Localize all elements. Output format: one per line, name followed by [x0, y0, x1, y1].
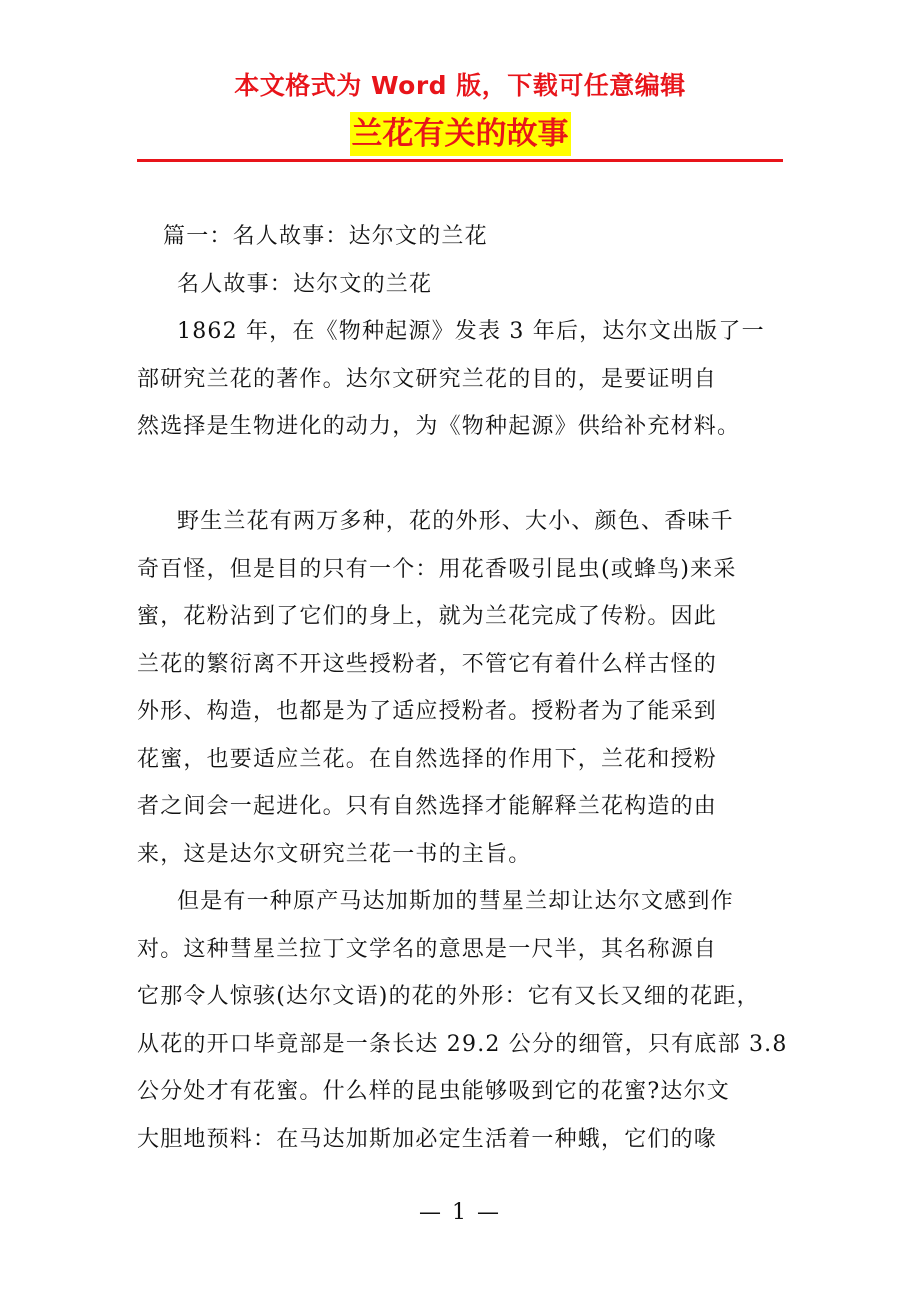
- paragraph-line: 奇百怪，但是目的只有一个：用花香吸引昆虫(或蜂鸟)来采: [137, 556, 737, 582]
- document-title: 兰花有关的故事: [350, 112, 571, 156]
- format-notice-banner: 本文格式为 Word 版，下载可任意编辑: [234, 71, 686, 100]
- paragraph-line: 大胆地预料：在马达加斯加必定生活着一种蛾，它们的喙: [137, 1126, 718, 1152]
- paragraph-line: 从花的开口毕竟部是一条长达 29.2 公分的细管，只有底部 3.8: [137, 1031, 788, 1057]
- title-divider: [137, 159, 783, 162]
- document-body: [137, 213, 787, 1163]
- paragraph-line: 野生兰花有两万多种，花的外形、大小、颜色、香味千: [177, 509, 734, 534]
- paragraph-line: 来，这是达尔文研究兰花一书的主旨。: [137, 841, 532, 867]
- paragraph-spacer: [137, 451, 787, 499]
- title-wrapper: [0, 112, 920, 156]
- paragraph-line: 蜜，花粉沾到了它们的身上，就为兰花完成了传粉。因此: [137, 604, 718, 629]
- paragraph-line: 者之间会一起进化。只有自然选择才能解释兰花构造的由: [137, 794, 718, 819]
- section-subheading: 名人故事：达尔文的兰花: [177, 271, 433, 297]
- paragraph-line: 然选择是生物进化的动力，为《物种起源》供给补充材料。: [137, 414, 741, 439]
- paragraph-1: [137, 308, 787, 451]
- paragraph-line: 1862 年，在《物种起源》发表 3 年后，达尔文出版了一: [177, 319, 765, 344]
- paragraph-line: 但是有一种原产马达加斯加的彗星兰却让达尔文感到作: [177, 889, 734, 914]
- page-number: — 1 —: [419, 1200, 501, 1225]
- paragraph-line: 兰花的繁衍离不开这些授粉者，不管它有着什么样古怪的: [137, 651, 718, 677]
- paragraph-line: 部研究兰花的著作。达尔文研究兰花的目的，是要证明自: [137, 366, 718, 392]
- paragraph-line: 它那令人惊骇(达尔文语)的花的外形：它有又长又细的花距，: [137, 984, 760, 1009]
- paragraph-line: 对。这种彗星兰拉丁文学名的意思是一尺半，其名称源自: [137, 936, 718, 962]
- section-heading: 篇一：名人故事：达尔文的兰花: [163, 224, 488, 249]
- paragraph-2: [137, 498, 787, 878]
- paragraph-line: 公分处才有花蜜。什么样的昆虫能够吸到它的花蜜?达尔文: [137, 1079, 730, 1104]
- paragraph-line: 花蜜，也要适应兰花。在自然选择的作用下，兰花和授粉: [137, 746, 718, 772]
- paragraph-3: [137, 878, 787, 1163]
- paragraph-line: 外形、构造，也都是为了适应授粉者。授粉者为了能采到: [137, 699, 718, 724]
